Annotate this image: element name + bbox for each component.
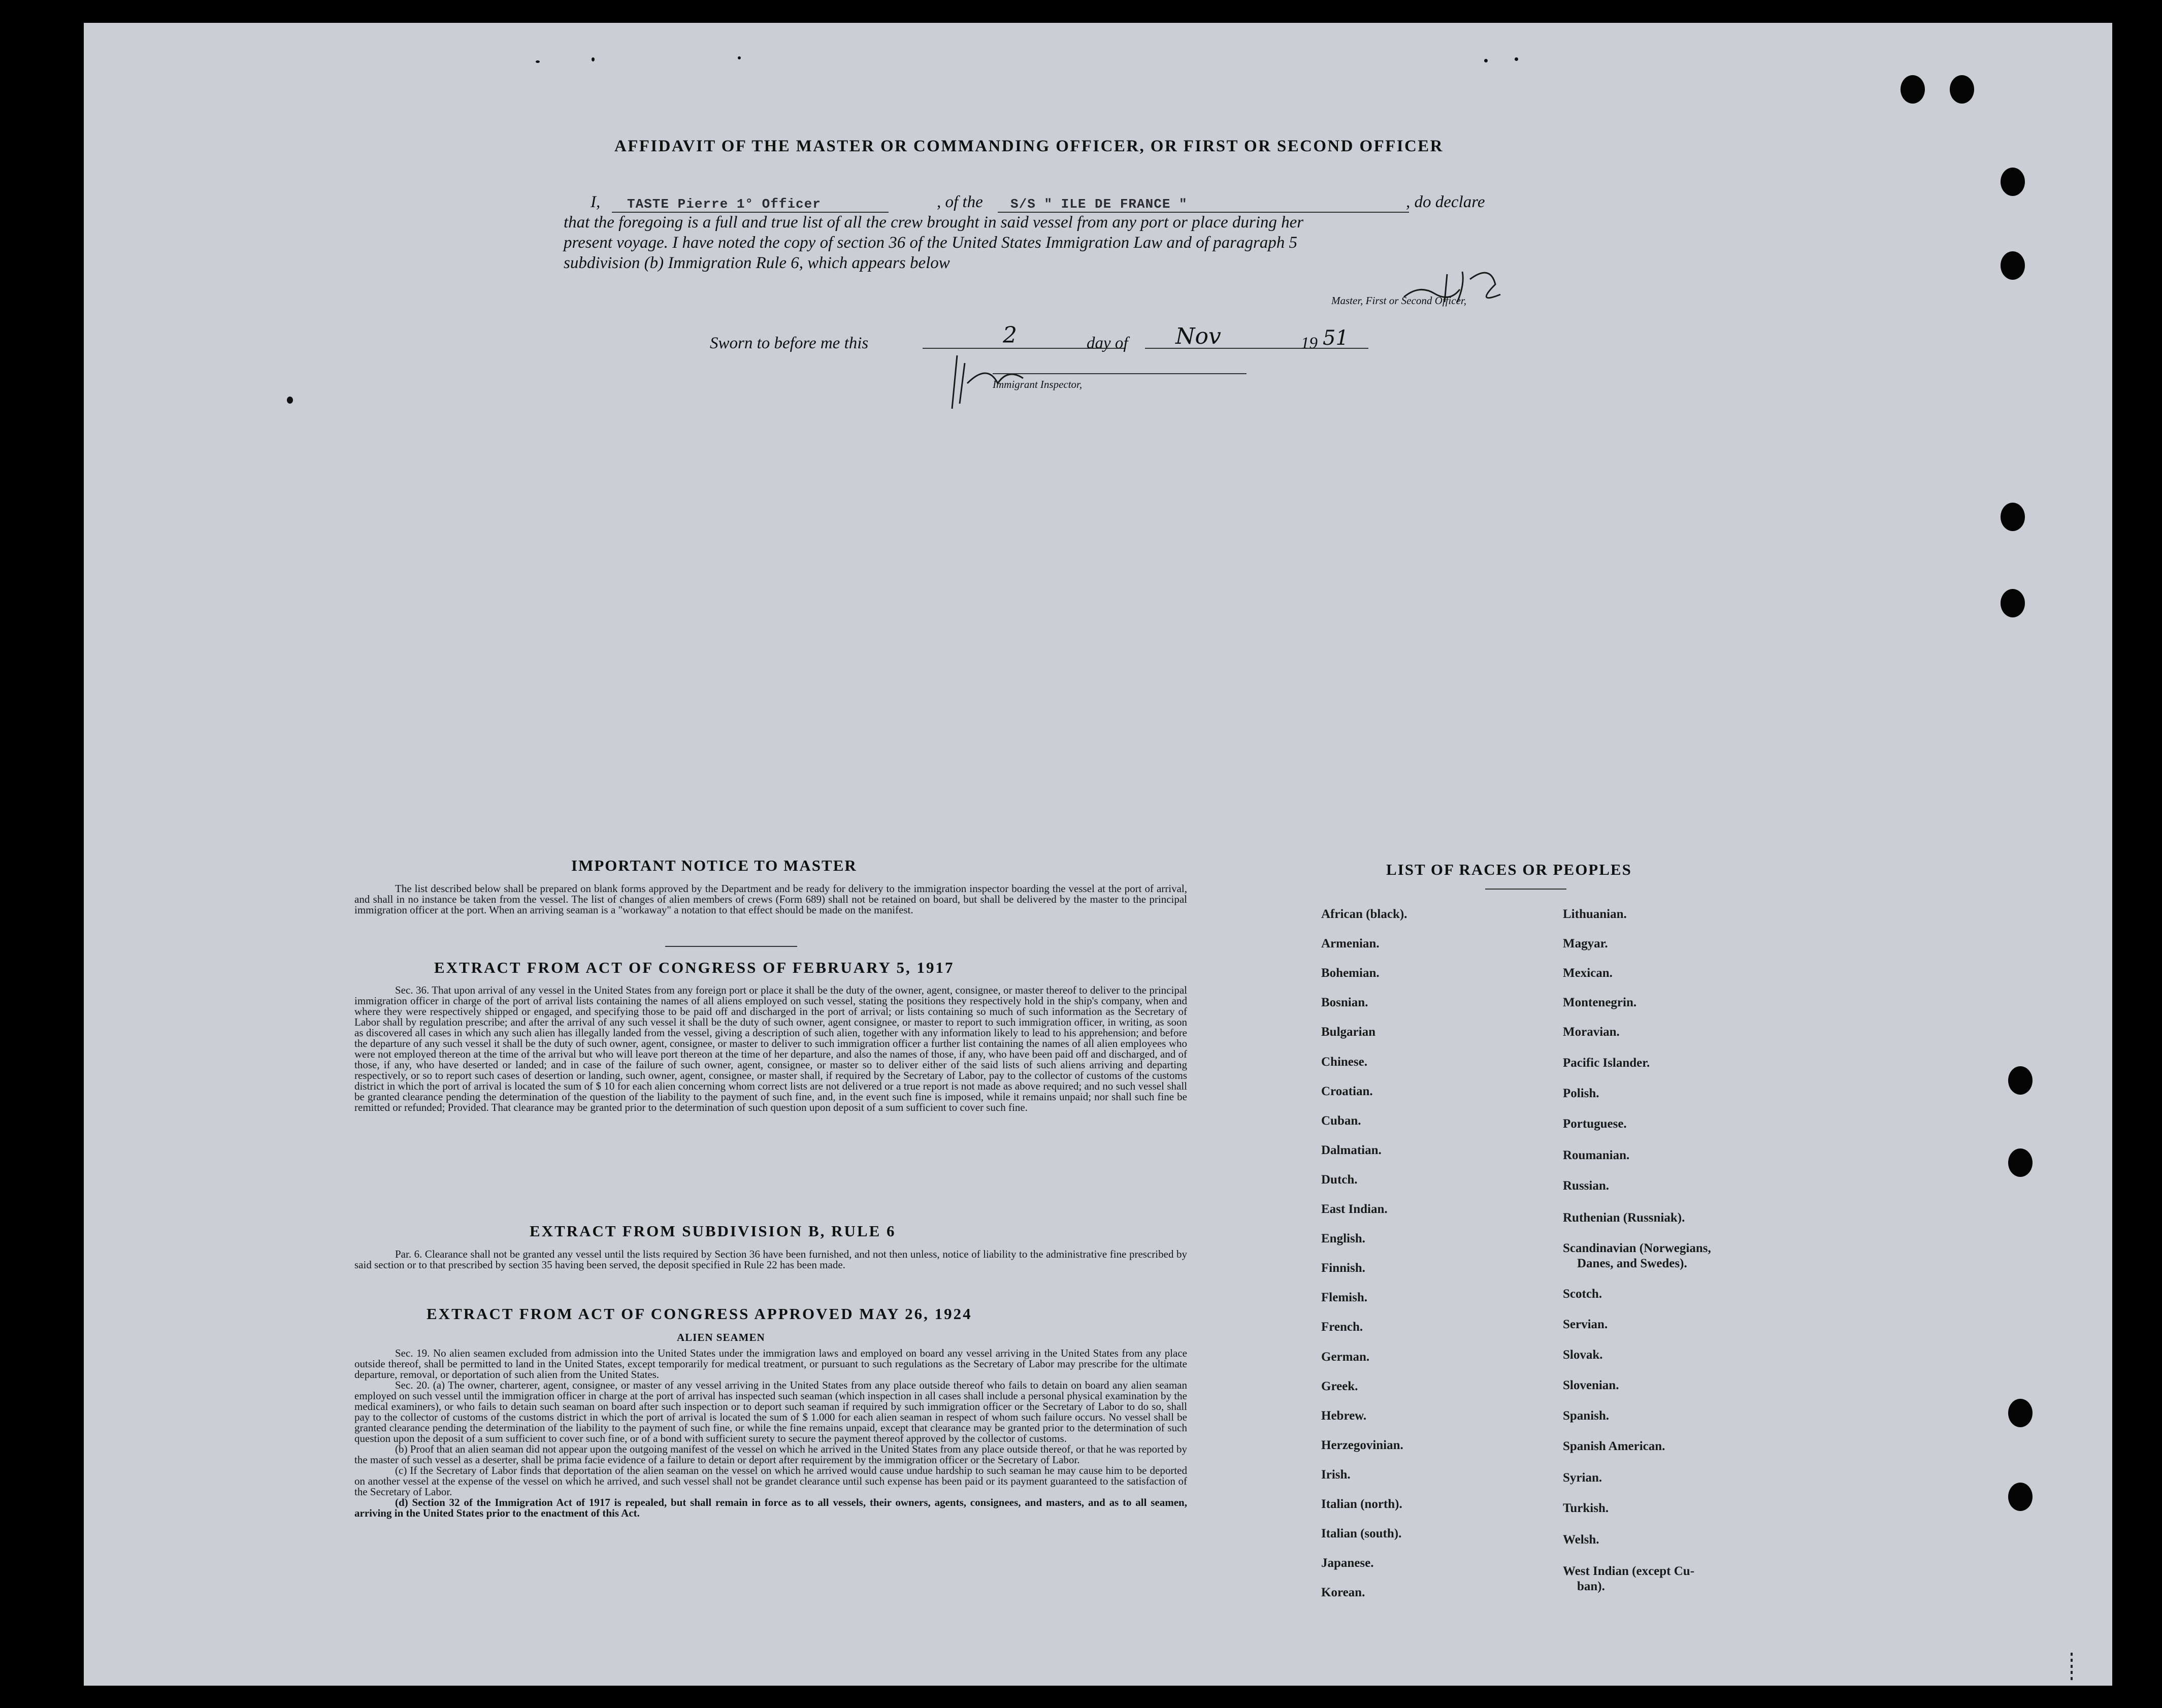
race-item: Welsh. <box>1563 1533 1599 1547</box>
race-item: Italian (north). <box>1321 1497 1402 1511</box>
sworn-day: 2 <box>1003 322 1017 348</box>
vessel-name: S/S " ILE DE FRANCE " <box>1010 196 1188 212</box>
divider <box>665 946 797 947</box>
race-item: Danes, and Swedes). <box>1577 1257 1687 1270</box>
race-item: Lithuanian. <box>1563 907 1627 921</box>
speck <box>738 56 741 59</box>
speck <box>536 60 540 63</box>
race-item: Servian. <box>1563 1318 1608 1331</box>
punch-hole <box>2001 168 2025 196</box>
punch-hole <box>2008 1148 2033 1177</box>
race-item: Scandinavian (Norwegians, <box>1563 1241 1711 1255</box>
year-prefix: 19 <box>1301 334 1318 352</box>
race-item: Dutch. <box>1321 1172 1358 1187</box>
race-item: Spanish American. <box>1563 1439 1665 1453</box>
punch-hole <box>1950 75 1974 104</box>
race-item: Ruthenian (Russniak). <box>1563 1211 1685 1225</box>
race-item: Greek. <box>1321 1379 1358 1393</box>
officer-name-line <box>612 212 889 213</box>
punch-hole <box>2008 1066 2033 1095</box>
sec20c-text: (c) If the Secretary of Labor finds that deportation of the alien seaman on the vessel on which he arrived would cause undue hardship to such seaman he may cause him to be deported on another vessel at the expense of the vessel on which he arrived, and such vessel shall not be grandet clearance until such expense has been paid or its payment guaranteed to the satisfaction of the Secretary of Labor. <box>354 1464 1187 1498</box>
race-item: Flemish. <box>1321 1291 1367 1305</box>
affidavit-of-the: , of the <box>937 193 983 211</box>
race-item: Chinese. <box>1321 1055 1367 1069</box>
race-item: Polish. <box>1563 1087 1599 1100</box>
extract-rule6-body: Par. 6. Clearance shall not be granted any vessel until the lists required by Section 36 have been furnished, and not then unless, notice of liability to the administrative fine prescribed by said section or to that prescribed by section 35 having been served, the deposit specified in Rule 22 has been made. <box>354 1248 1187 1271</box>
notice-body: The list described below shall be prepared on blank forms approved by the Department and be ready for delivery to the immigration inspector boarding the vessel at the port of arrival, and shall in no instance be taken from the vessel. The list of changes of alien members of crews (Form 689) shall not be retained on board, but shall be delivered by the master to the principal immigration officer at the port. When an arriving seaman is a "workaway" a notation to that effect should be made on the manifest. <box>354 882 1187 916</box>
notice-heading: IMPORTANT NOTICE TO MASTER <box>571 857 857 874</box>
extract-rule6-heading: EXTRACT FROM SUBDIVISION B, RULE 6 <box>530 1222 896 1240</box>
sec20b-text: (b) Proof that an alien seaman did not appear upon the outgoing manifest of the vessel on which he arrived in the United States from any place outside thereof, or that he was reported by the master of such vessel as a deserter, shall be prima facie evidence of a failure to detain or deport after requirement by the immigration officer or the Secretary of Labor. <box>354 1443 1187 1466</box>
affidavit-heading: AFFIDAVIT OF THE MASTER OR COMMANDING OFFICER, OR FIRST OR SECOND OFFICER <box>614 137 1444 155</box>
extract-1924-block <box>354 1348 1187 1519</box>
race-item: Finnish. <box>1321 1261 1365 1275</box>
race-item: Hebrew. <box>1321 1408 1367 1423</box>
race-item: African (black). <box>1321 907 1407 921</box>
race-item: Irish. <box>1321 1467 1351 1482</box>
extract-1917-heading: EXTRACT FROM ACT OF CONGRESS OF FEBRUARY 5, 1917 <box>434 959 955 976</box>
affidavit-line-3: present voyage. I have noted the copy of section 36 of the United States Immigration Law and of paragraph 5 <box>564 234 1298 252</box>
race-item: Syrian. <box>1563 1471 1602 1485</box>
race-item: Scotch. <box>1563 1287 1602 1301</box>
race-item: English. <box>1321 1232 1365 1246</box>
races-heading: LIST OF RACES OR PEOPLES <box>1386 861 1632 878</box>
punch-hole <box>2001 503 2025 531</box>
race-item: Slovak. <box>1563 1348 1603 1362</box>
extract-1917-block <box>354 985 1187 1113</box>
race-item: Roumanian. <box>1563 1148 1630 1162</box>
affidavit-i-label: I, <box>591 193 601 211</box>
inspector-line <box>993 373 1247 374</box>
extract-rule6-block <box>354 1249 1187 1270</box>
affidavit-line-4: subdivision (b) Immigration Rule 6, which appears below <box>564 254 950 272</box>
signer-caption: Master, First or Second Officer, <box>1331 294 1466 307</box>
race-item: German. <box>1321 1350 1370 1364</box>
affidavit-do-declare: , do declare <box>1406 193 1485 211</box>
race-item: Pacific Islander. <box>1563 1056 1650 1070</box>
punch-hole <box>2008 1483 2033 1511</box>
race-item: Italian (south). <box>1321 1527 1402 1541</box>
race-item: Bulgarian <box>1321 1025 1375 1039</box>
race-item: Moravian. <box>1563 1025 1620 1039</box>
punch-hole <box>2001 589 2025 617</box>
day-of-label: day of <box>1087 334 1128 352</box>
race-item: Bohemian. <box>1321 966 1380 980</box>
year-suffix: 51 <box>1323 326 1349 350</box>
race-item: Turkish. <box>1563 1501 1609 1515</box>
race-item: Croatian. <box>1321 1084 1373 1098</box>
notice-body-block <box>354 883 1187 915</box>
sworn-month: Nov <box>1175 323 1221 349</box>
sec20a-text: Sec. 20. (a) The owner, charterer, agent, consignee, or master of any vessel arriving in the United States from any place outside thereof who fails to detain on board any alien seaman employed on such vessel until the immigration officer in charge at the port of arrival has inspected such seaman (which inspection in all cases shall include a personal physical examination by the medical examiners), or who fails to detain such seaman on board after such inspection or to deport such seaman if required by such immigration officer or the Secretary of Labor to do so, shall pay to the collector of customs of the customs district in which the port of arrival is located the sum of $ 1.000 for each alien seaman in respect of whom such failure occurs. No vessel shall be granted clearance pending the determination of the liability to the payment of such fine, or while the fine remains unpaid, except that clearance may be granted prior to the determination of such question upon the deposit of a sum sufficient to cover such fine, or of a bond with sufficient surety to secure the payment thereof approved by the collector of customs. <box>354 1379 1187 1444</box>
race-item: Portuguese. <box>1563 1117 1627 1131</box>
sworn-label: Sworn to before me this <box>710 334 869 352</box>
affidavit-line-2: that the foregoing is a full and true list of all the crew brought in said vessel from any port or place during her <box>564 213 1304 232</box>
punch-hole <box>2008 1399 2033 1427</box>
race-item: Herzegovinian. <box>1321 1438 1403 1452</box>
extract-1924-heading: EXTRACT FROM ACT OF CONGRESS APPROVED MAY 26, 1924 <box>427 1305 972 1323</box>
race-item: Magyar. <box>1563 937 1608 950</box>
inspector-caption: Immigrant Inspector, <box>993 378 1083 390</box>
race-item: French. <box>1321 1320 1363 1334</box>
punch-hole <box>2001 251 2025 280</box>
speck <box>1515 57 1518 61</box>
race-item: Slovenian. <box>1563 1378 1619 1392</box>
speck <box>287 397 293 404</box>
race-item: Korean. <box>1321 1586 1365 1600</box>
edge-mark <box>2071 1653 2073 1683</box>
race-item: Montenegrin. <box>1563 996 1637 1009</box>
race-item: Russian. <box>1563 1179 1610 1193</box>
race-item: Dalmatian. <box>1321 1143 1382 1157</box>
race-item: Armenian. <box>1321 937 1380 951</box>
punch-hole <box>1901 75 1925 104</box>
race-item: West Indian (except Cu- <box>1563 1564 1695 1578</box>
sec20d-text: (d) Section 32 of the Immigration Act of 1917 is repealed, but shall remain in force as to all vessels, their owners, agents, consignees, and masters, and as to all seamen, arriving in the United States prior to the enactment of this Act. <box>354 1496 1187 1519</box>
extract-1917-body: Sec. 36. That upon arrival of any vessel in the United States from any foreign port or place it shall be the duty of the owner, agent, consignee, or master thereof to deliver to the principal immigration officer in charge of the port of arrival lists containing the names of all aliens employed on such vessel, stating the positions they respectively hold in the ship's company, when and where they were respectively shipped or engaged, and specifying those to be paid off and discharged in the port of arrival; or lists containing so much of such information as the Secretary of Labor shall by regulation prescribe; and after the arrival of any such vessel it shall be the duty of such owner, agent consignee, or master to report to such immigration officer, in writing, as soon as discovered all cases in which any such alien has illegally landed from the vessel, giving a description of such alien, together with any information likely to lead to his apprehension; and before the departure of any such vessel it shall be the duty of such owner, agent, consignee, or master to deliver to such immigration officer a further list containing the names of all alien employees who were not employed thereon at the time of the arrival but who will leave port thereon at the time of her departure, and also the names of those, if any, who have been paid off and discharged, and of those, if any, who have deserted or landed; and in case of the failure of such owner, agent, consignee, or master so to deliver either of the said lists of such aliens arriving and departing respectively, or so to report such cases of desertion or landing, such owner, agent, consignee, or master shall, if required by the Secretary of Labor, pay to the collector of customs of the customs district in which the port of arrival is located the sum of $ 10 for each alien concerning whom correct lists are not delivered or a true report is not made as above required; and no such vessel shall be granted clearance pending the determination of the question of the liability to the payment of such fine, and, in the event such fine is imposed, while it remains unpaid; nor shall such fine be remitted or refunded; Provided. That clearance may be granted prior to the determination of such question upon deposit of a sum sufficient to cover such fine. <box>354 984 1187 1113</box>
race-item: East Indian. <box>1321 1202 1388 1216</box>
officer-name: TASTE Pierre 1° Officer <box>627 196 821 212</box>
race-item: Cuban. <box>1321 1113 1361 1128</box>
race-item: Mexican. <box>1563 966 1613 980</box>
document-sheet <box>84 23 2112 1686</box>
race-item: ban). <box>1577 1580 1605 1593</box>
race-item: Bosnian. <box>1321 996 1368 1010</box>
vessel-name-line <box>998 212 1409 213</box>
race-item: Spanish. <box>1563 1409 1610 1423</box>
races-divider <box>1485 889 1566 890</box>
sec19-text: Sec. 19. No alien seamen excluded from admission into the United States under the immigration laws and employed on board any vessel arriving in the United States from any place outside thereof, shall be permitted to land in the United States, except temporarily for medical treatment, or pursuant to such regulations as the Secretary of Labor may prescribe for the ultimate departure, removal, or deportation of such alien from the United States. <box>354 1347 1187 1381</box>
speck <box>1484 59 1488 62</box>
race-item: Japanese. <box>1321 1556 1374 1570</box>
speck <box>592 57 595 61</box>
alien-seamen-subheading: ALIEN SEAMEN <box>677 1331 765 1343</box>
